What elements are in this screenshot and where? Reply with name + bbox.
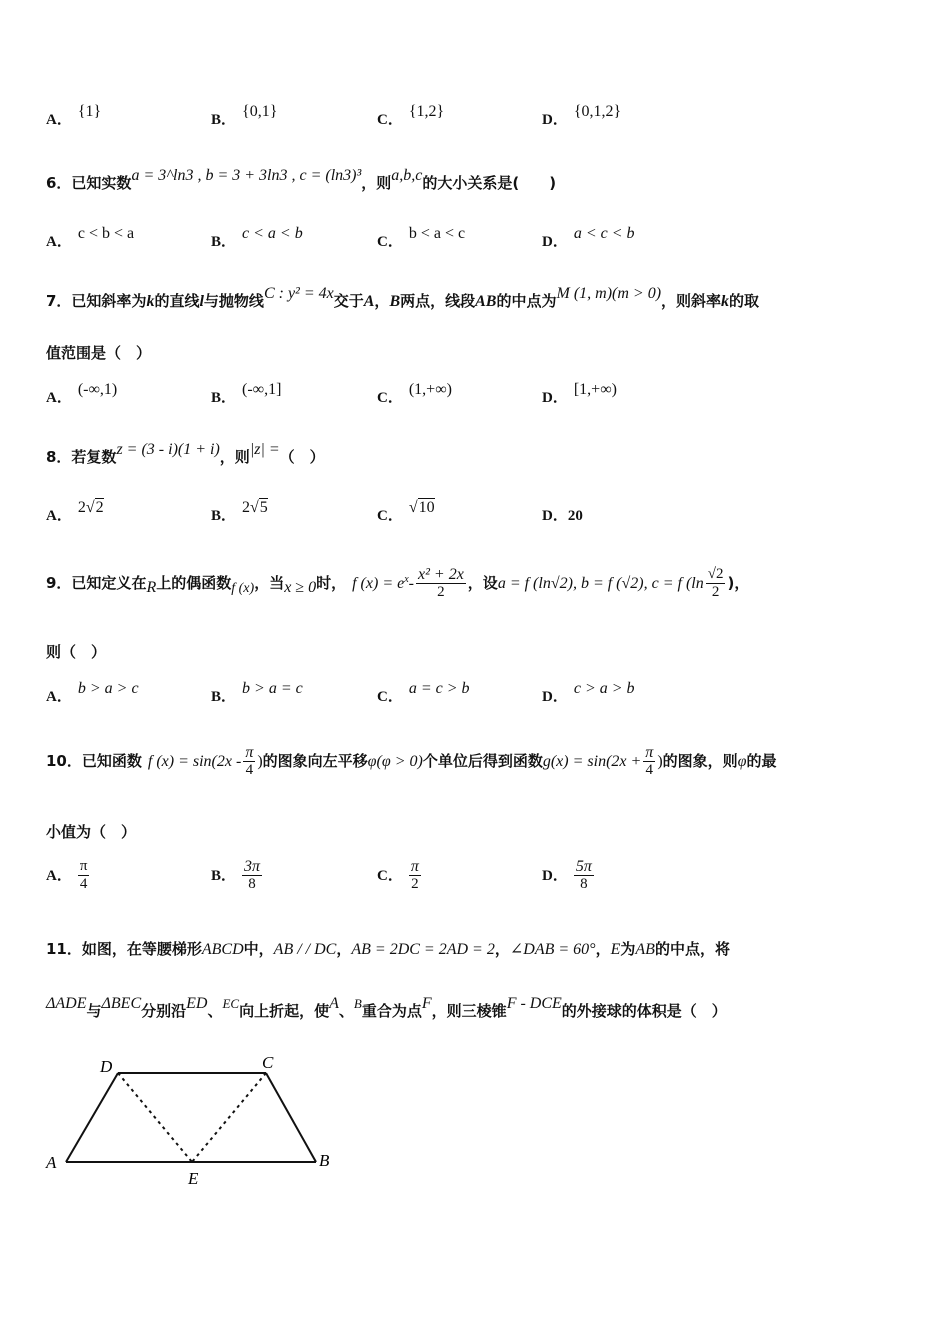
q5-option-c: C． {1,2} — [377, 103, 445, 128]
q9-option-a: A． b > a > c — [46, 680, 139, 705]
q5-option-b: B． {0,1} — [211, 103, 278, 128]
trapezoid-figure — [44, 1048, 344, 1188]
q9-option-c: C． a = c > b — [377, 680, 470, 705]
q10-option-c: C． $\frac{\pi}{2}$ — [377, 858, 419, 892]
edge-de-dashed — [118, 1073, 192, 1162]
q6-option-c: C． b < a < c — [377, 225, 466, 250]
q11-stem: 11．如图，在等腰梯形ABCD中，AB / / DC，AB = 2DC = 2AD = 2，∠DAB = 60°，E为AB的中点，将 — [46, 940, 730, 958]
q8-option-b: B． 2√5 — [211, 499, 268, 524]
label-e: E — [188, 1169, 199, 1188]
q7-option-d: D． [1,+∞) — [542, 381, 617, 406]
q9-option-b: B． b > a = c — [211, 680, 303, 705]
label-c: C — [262, 1053, 274, 1072]
q7-option-c: C． (1,+∞) — [377, 381, 452, 406]
q10-stem-line2: 小值为（ ） — [46, 823, 137, 841]
q5-option-a: A． {1} — [46, 103, 102, 128]
q6-option-d: D． a < c < b — [542, 225, 635, 250]
q5-option-d: D． {0,1,2} — [542, 103, 622, 128]
q10-option-a: A． $\frac{\pi}{4}$ — [46, 858, 88, 892]
q7-option-b: B． (-∞,1] — [211, 381, 282, 406]
label-b: B — [319, 1151, 330, 1170]
q6-option-b: B． c < a < b — [211, 225, 303, 250]
edge-cb — [266, 1073, 316, 1162]
q6-stem: 6．已知实数a = 3^ln3 , b = 3 + 3ln3 , c = (ln3)³，则a,b,c的大小关系是( ) — [46, 167, 557, 192]
edge-ad — [66, 1073, 118, 1162]
label-a: A — [46, 1153, 57, 1172]
q6-option-a: A． c < b < a — [46, 225, 135, 250]
q10-stem: 10．已知函数 f (x) = sin(2x - $\frac{\pi}{4}$ )的图象向左平移φ(φ > 0)个单位后得到函数g(x) = sin(2x + $\frac{\pi}{4}$ )的图象，则φ的最 — [46, 744, 777, 778]
q8-option-c: C． √10 — [377, 499, 435, 524]
q9-stem-line2: 则（ ） — [46, 643, 107, 661]
q9-stem: 9．已知定义在R上的偶函数f (x)，当x ≥ 0时， f $(x) = e^x-$ $\frac{\text{x² + 2x}}{2}$ ，设a = f (ln√2), b = f (√2), c = f (ln $\frac{√2}{2}$ )， — [46, 566, 750, 600]
q8-option-a: A． 2√2 — [46, 499, 104, 524]
q8-stem: 8．若复数z = (3 - i)(1 + i)，则|z| =（ ） — [46, 441, 325, 466]
q9-option-d: D． c > a > b — [542, 680, 635, 705]
q7-stem: 7．已知斜率为k的直线l与抛物线C : y² = 4x交于A，B两点，线段AB的中点为M (1, m)(m > 0)，则斜率k的取 — [46, 285, 760, 310]
q8-option-d: D．20 — [542, 508, 583, 524]
q10-option-d: D． $\frac{5\pi}{8}$ — [542, 858, 592, 892]
q7-stem-line2: 值范围是（ ） — [46, 344, 152, 362]
q10-option-b: B． $\frac{3\pi}{8}$ — [211, 858, 261, 892]
label-d: D — [100, 1057, 113, 1076]
q11-stem-line2: ΔADE与ΔBEC分别沿ED、EC向上折起，使A、B重合为点F，则三棱锥F - DCE的外接球的体积是（ ） — [46, 995, 727, 1020]
q7-option-a: A． (-∞,1) — [46, 381, 118, 406]
edge-ce-dashed — [192, 1073, 266, 1162]
